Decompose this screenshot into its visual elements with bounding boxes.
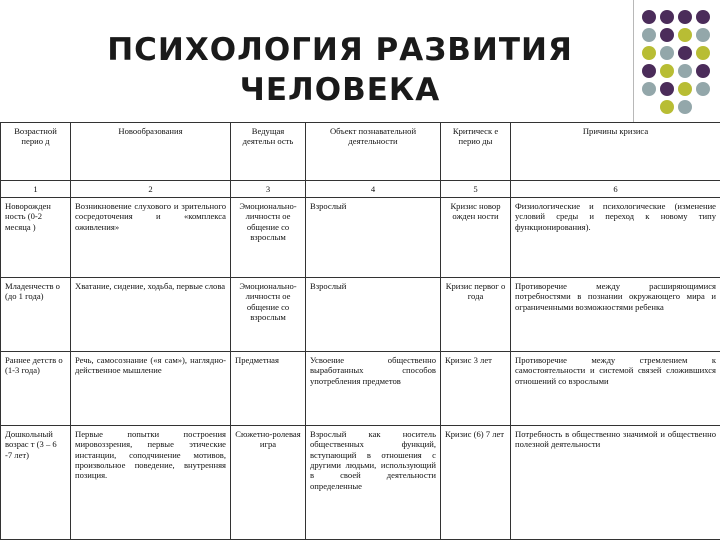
crisis-cell: Кризис (6) 7 лет [441,426,511,540]
causes-cell: Противоречие между расширяющимися потребностями в познании окружающего мира и ограниченными возможностями ребенка [511,278,720,352]
neoformation-cell: Хватание, сидение, ходьба, первые слова [71,278,231,352]
neoformation-cell: Первые попытки построения мировоззрения, первые этические инстанции, соподчинение мотивов, произвольное поведение, внутренняя позиция. [71,426,231,540]
slide-title-line-1: ПСИХОЛОГИЯ РАЗВИТИЯ [107,32,573,68]
purple-dot [660,10,674,24]
header-age-period: Возрастной перио д [1,123,71,181]
object-cell: Взрослый как носитель общественных функций, вступающий в отношения с другими людьми, использующий в своей деятельности определенные [306,426,441,540]
gray-dot [642,28,656,42]
gray-dot [678,64,692,78]
olive-dot [678,82,692,96]
crisis-cell: Кризис первог о года [441,278,511,352]
header-crisis-causes: Причины кризиса [511,123,720,181]
column-number: 4 [306,181,441,198]
purple-dot [642,10,656,24]
causes-cell: Противоречие между стремлением к самостоятельности и системой связей сложившихся отношений со взрослыми [511,352,720,426]
column-number: 5 [441,181,511,198]
header-neoformations: Новообразования [71,123,231,181]
header-critical-periods: Критическ е перио ды [441,123,511,181]
purple-dot [696,10,710,24]
object-cell: Усвоение общественно выработанных способов употребления предметов [306,352,441,426]
neoformation-cell: Возникновение слухового и зрительного сосредоточения и «комплекса оживления» [71,198,231,278]
column-number: 2 [71,181,231,198]
gray-dot [696,28,710,42]
causes-cell: Физиологические и психологические (изменение условий среды и переход к новому типу функционирования). [511,198,720,278]
table-row [1,278,720,352]
header-row [1,123,720,181]
purple-dot [660,82,674,96]
gray-dot [678,100,692,114]
column-number: 1 [1,181,71,198]
age-period-cell: Раннее детств о (1-3 года) [1,352,71,426]
table-row [1,426,720,540]
activity-cell: Сюжетно-ролевая игра [231,426,306,540]
age-period-cell: Новорожден ность (0-2 месяца ) [1,198,71,278]
age-period-cell: Младенчеств о (до 1 года) [1,278,71,352]
activity-cell: Эмоционально-личностн ое общение со взрослым [231,278,306,352]
crisis-cell: Кризис новор ожден ности [441,198,511,278]
olive-dot [678,28,692,42]
header-cognitive-object: Объект познавательной деятельности [306,123,441,181]
decorative-dot-grid [640,8,720,120]
purple-dot [642,64,656,78]
age-period-cell: Дошкольный возрас т (3 – 6 -7 лет) [1,426,71,540]
development-table [0,122,720,540]
gray-dot [660,46,674,60]
column-number: 6 [511,181,720,198]
object-cell: Взрослый [306,198,441,278]
olive-dot [642,46,656,60]
column-number-row [1,181,720,198]
column-number: 3 [231,181,306,198]
olive-dot [660,100,674,114]
gray-dot [642,82,656,96]
purple-dot [678,46,692,60]
olive-dot [660,64,674,78]
purple-dot [660,28,674,42]
purple-dot [678,10,692,24]
olive-dot [696,46,710,60]
neoformation-cell: Речь, самосознание («я сам»), наглядно-действенное мышление [71,352,231,426]
slide-title-line-2: ЧЕЛОВЕКА [239,72,441,108]
purple-dot [696,64,710,78]
causes-cell: Потребность в общественно значимой и общественно полезной деятельности [511,426,720,540]
header-leading-activity: Ведущая деятельн ость [231,123,306,181]
activity-cell: Предметная [231,352,306,426]
gray-dot [696,82,710,96]
object-cell: Взрослый [306,278,441,352]
decorative-divider [633,0,634,122]
table-row [1,352,720,426]
table-row [1,198,720,278]
slide-title [60,30,620,110]
activity-cell: Эмоционально-личностн ое общение со взрослым [231,198,306,278]
crisis-cell: Кризис 3 лет [441,352,511,426]
